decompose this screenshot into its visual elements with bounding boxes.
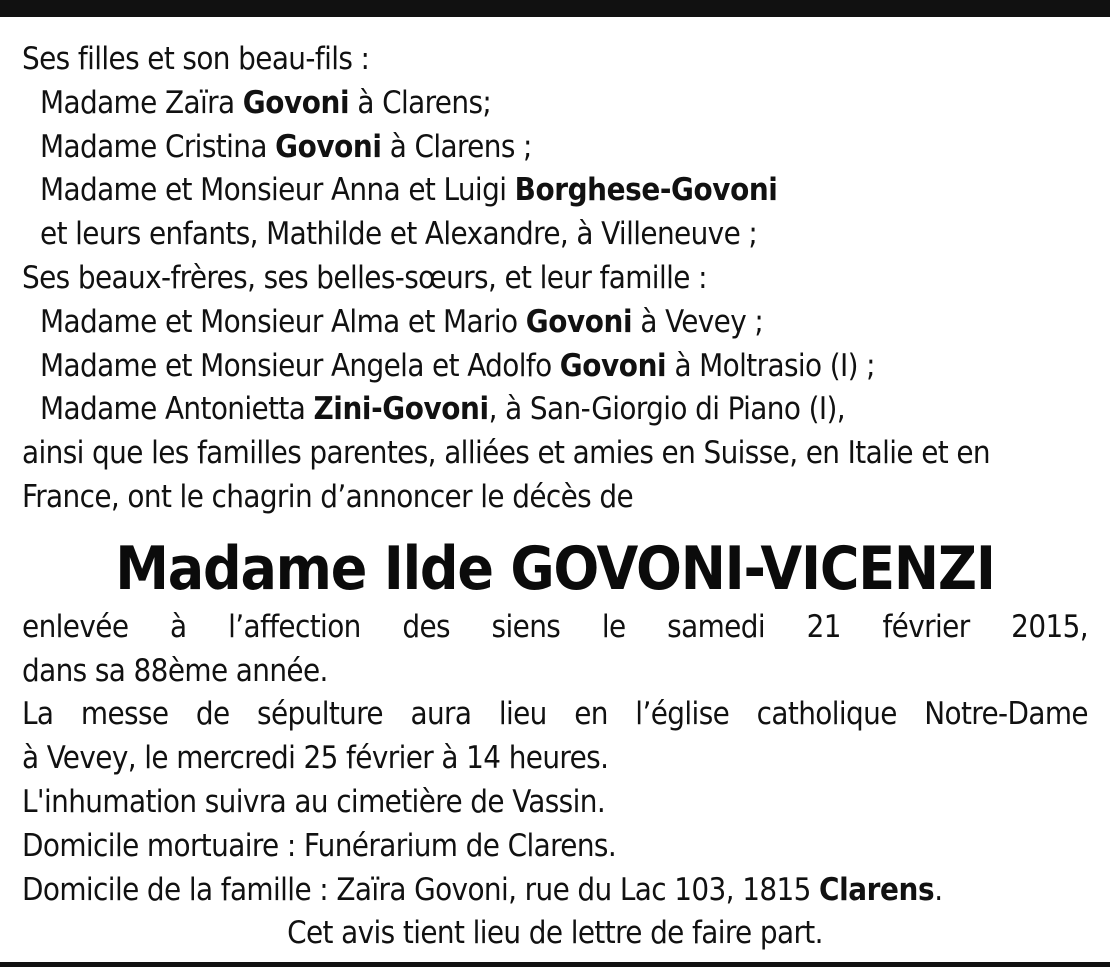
text: à Moltrasio (I) ;: [666, 347, 875, 384]
daughter-line-4: et leurs enfants, Mathilde et Alexandre, à Villeneuve ;: [40, 216, 758, 253]
family-intro: Ses filles et son beau-fils :: [22, 41, 370, 77]
details-line-4: à Vevey, le mercredi 25 février à 14 heures.: [22, 740, 609, 777]
text: à Vevey ;: [632, 303, 764, 340]
text: , à San-Giorgio di Piano (I),: [488, 391, 846, 428]
daughter-line-2: [22, 126, 1088, 170]
town: Clarens: [819, 871, 935, 908]
deceased-name: Madame Ilde GOVONI-VICENZI: [115, 533, 995, 604]
text: à Clarens ;: [381, 128, 532, 165]
text: .: [934, 871, 943, 908]
text: Madame Cristina: [40, 128, 276, 165]
surname: Zini-Govoni: [313, 391, 489, 428]
inlaw-line-2: [22, 345, 1088, 389]
surname: Govoni: [559, 347, 667, 384]
closing-family-line-2: France, ont le chagrin d’annoncer le décès de: [22, 478, 634, 515]
text: Domicile de la famille : Zaïra Govoni, rue du Lac 103, 1815: [22, 871, 820, 908]
obituary-notice: [22, 38, 1088, 956]
footer-note: Cet avis tient lieu de lettre de faire part.: [287, 915, 823, 952]
details-line-1: enlevée à l’affection des siens le samedi 21 février 2015,: [22, 608, 1088, 645]
bottom-rule: [0, 962, 1110, 967]
inlaw-line-1: [22, 301, 1088, 345]
inlaws-intro: Ses beaux-frères, ses belles-sœurs, et leur famille :: [22, 259, 707, 296]
details-line-2: dans sa 88ème année.: [22, 652, 328, 689]
family-home-line: [22, 869, 1088, 913]
details-line-3: La messe de sépulture aura lieu en l’église catholique Notre-Dame: [22, 696, 1088, 733]
closing-family-line-1: ainsi que les familles parentes, alliées et amies en Suisse, en Italie et en: [22, 435, 990, 472]
text: Madame et Monsieur Alma et Mario: [40, 303, 526, 340]
surname: Borghese-Govoni: [514, 172, 778, 209]
details-line-5: L'inhumation suivra au cimetière de Vassin.: [22, 783, 606, 820]
text: Madame et Monsieur Angela et Adolfo: [40, 347, 560, 384]
surname: Govoni: [275, 128, 382, 165]
daughter-line-1: [22, 82, 1088, 126]
top-rule: [0, 0, 1110, 17]
text: Madame et Monsieur Anna et Luigi: [40, 172, 515, 209]
surname: Govoni: [525, 303, 633, 340]
daughter-line-3: [22, 169, 1088, 213]
surname: Govoni: [242, 84, 350, 121]
inlaw-line-3: [22, 388, 1088, 432]
text: Madame Antonietta: [40, 391, 314, 428]
text: à Clarens;: [349, 84, 492, 121]
text: Madame Zaïra: [40, 84, 243, 121]
details-line-6: Domicile mortuaire : Funérarium de Clarens.: [22, 827, 617, 864]
